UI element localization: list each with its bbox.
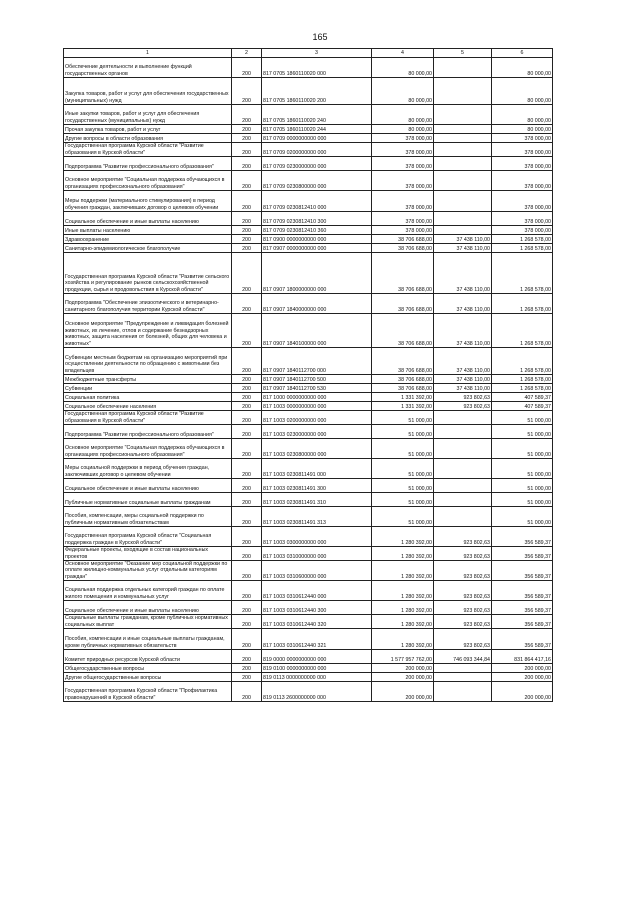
cell-col-5: 923 802,63 <box>434 601 492 615</box>
cell-classification-code: 817 0907 1840100000 000 <box>262 314 372 348</box>
table-body <box>64 58 553 702</box>
cell-col-4: 378 000,00 <box>372 171 434 191</box>
cell-budget-item: Социальное обеспечение и иные выплаты населению <box>64 479 232 493</box>
header-col-5: 5 <box>434 49 492 58</box>
cell-col-5: 37 438 110,00 <box>434 348 492 375</box>
cell-col-5 <box>434 157 492 171</box>
cell-col-6: 356 589,37 <box>492 629 553 650</box>
cell-classification-code: 817 0709 0000000000 000 <box>262 134 372 143</box>
cell-budget-item: Другие вопросы в области образования <box>64 134 232 143</box>
cell-classification-code: 817 1000 0000000000 000 <box>262 393 372 402</box>
cell-classification-code: 817 1003 0000000000 000 <box>262 402 372 411</box>
cell-col-6: 1 268 578,00 <box>492 314 553 348</box>
cell-col-6: 356 589,37 <box>492 581 553 601</box>
table-row <box>64 601 553 615</box>
table-row <box>64 581 553 601</box>
cell-line-code: 200 <box>232 561 262 581</box>
cell-budget-item: Основное мероприятие "Социальная поддержка обучающихся в организациях профессионального образования" <box>64 171 232 191</box>
table-row <box>64 105 553 125</box>
cell-line-code: 200 <box>232 191 262 212</box>
cell-col-6: 51 000,00 <box>492 459 553 479</box>
cell-col-6: 378 000,00 <box>492 157 553 171</box>
table-row <box>64 157 553 171</box>
table-row <box>64 561 553 581</box>
cell-budget-item: Социальное обеспечение и иные выплаты населению <box>64 601 232 615</box>
table-row <box>64 348 553 375</box>
cell-classification-code: 817 1003 0310612440 320 <box>262 615 372 629</box>
cell-classification-code: 817 1003 0300000000 000 <box>262 527 372 547</box>
cell-col-5: 37 438 110,00 <box>434 375 492 384</box>
cell-classification-code: 817 1003 0230811491 000 <box>262 459 372 479</box>
table-row <box>64 615 553 629</box>
cell-col-6: 378 000,00 <box>492 212 553 226</box>
cell-col-6: 1 268 578,00 <box>492 375 553 384</box>
cell-col-5 <box>434 226 492 235</box>
cell-classification-code: 819 0000 0000000000 000 <box>262 650 372 664</box>
cell-col-6: 378 000,00 <box>492 226 553 235</box>
cell-line-code: 200 <box>232 105 262 125</box>
cell-col-4: 378 000,00 <box>372 191 434 212</box>
cell-col-6: 356 589,37 <box>492 561 553 581</box>
cell-budget-item: Иные выплаты населению <box>64 226 232 235</box>
cell-budget-item: Основное мероприятие "Оказание мер социальной поддержки по оплате жилищно-коммунальных услуг отдельным категориям граждан" <box>64 561 232 581</box>
cell-budget-item: Субвенции местным бюджетам на организацию мероприятий при осуществлении деятельности по обращению с животными без владельцев <box>64 348 232 375</box>
cell-col-5 <box>434 105 492 125</box>
cell-line-code: 200 <box>232 212 262 226</box>
cell-line-code: 200 <box>232 244 262 253</box>
cell-classification-code: 817 0705 1860110020 000 <box>262 58 372 78</box>
cell-classification-code: 817 0907 0000000000 000 <box>262 244 372 253</box>
cell-budget-item: Социальная политика <box>64 393 232 402</box>
table-row <box>64 393 553 402</box>
cell-col-5 <box>434 425 492 439</box>
table-row <box>64 134 553 143</box>
cell-budget-item: Социальное обеспечение и иные выплаты населению <box>64 212 232 226</box>
cell-classification-code: 817 0907 1840112700 500 <box>262 375 372 384</box>
cell-col-6: 200 000,00 <box>492 682 553 702</box>
cell-classification-code: 817 0709 0230000000 000 <box>262 157 372 171</box>
cell-line-code: 200 <box>232 682 262 702</box>
cell-col-6: 356 589,37 <box>492 527 553 547</box>
cell-line-code: 200 <box>232 459 262 479</box>
page-number: 165 <box>312 32 328 42</box>
cell-col-5 <box>434 125 492 134</box>
table-row <box>64 226 553 235</box>
cell-col-6: 51 000,00 <box>492 439 553 459</box>
cell-col-4: 38 706 688,00 <box>372 235 434 244</box>
table-row <box>64 402 553 411</box>
cell-col-4: 378 000,00 <box>372 134 434 143</box>
cell-budget-item: Закупка товаров, работ и услуг для обеспечения государственных (муниципальных) нужд <box>64 78 232 105</box>
table-row <box>64 171 553 191</box>
cell-col-4: 1 280 392,00 <box>372 561 434 581</box>
cell-col-4: 51 000,00 <box>372 507 434 527</box>
cell-col-6: 1 268 578,00 <box>492 235 553 244</box>
cell-col-4: 51 000,00 <box>372 411 434 425</box>
cell-line-code: 200 <box>232 58 262 78</box>
cell-classification-code: 817 1003 0310000000 000 <box>262 547 372 561</box>
cell-col-4: 378 000,00 <box>372 226 434 235</box>
table-row <box>64 58 553 78</box>
cell-col-6: 356 589,37 <box>492 547 553 561</box>
cell-col-4: 378 000,00 <box>372 143 434 157</box>
cell-line-code: 200 <box>232 479 262 493</box>
cell-col-6: 200 000,00 <box>492 664 553 673</box>
cell-line-code: 200 <box>232 253 262 294</box>
cell-budget-item: Санитарно-эпидемиологическое благополучие <box>64 244 232 253</box>
cell-classification-code: 817 0709 0230812410 300 <box>262 212 372 226</box>
table-row <box>64 143 553 157</box>
cell-classification-code: 819 0113 2600000000 000 <box>262 682 372 702</box>
table-row <box>64 547 553 561</box>
cell-line-code: 200 <box>232 171 262 191</box>
cell-budget-item: Пособия, компенсации, меры социальной поддержки по публичным нормативным обязательствам <box>64 507 232 527</box>
cell-col-6: 51 000,00 <box>492 425 553 439</box>
cell-line-code: 200 <box>232 143 262 157</box>
cell-classification-code: 817 0705 1860110020 244 <box>262 125 372 134</box>
cell-budget-item: Подпрограмма "Развитие профессионального образования" <box>64 157 232 171</box>
cell-col-6: 378 000,00 <box>492 143 553 157</box>
cell-budget-item: Меры поддержки (материального стимулирования) в период обучения граждан, заключивших договор о целевом обучении <box>64 191 232 212</box>
table-row <box>64 411 553 425</box>
cell-line-code: 200 <box>232 507 262 527</box>
cell-budget-item: Государственная программа Курской области "Развитие сельского хозяйства и регулирование рынков сельскохозяйственной продукции, сырья и продовольствия в Курской области" <box>64 253 232 294</box>
cell-col-5 <box>434 78 492 105</box>
cell-col-5: 923 802,63 <box>434 629 492 650</box>
cell-col-5: 37 438 110,00 <box>434 384 492 393</box>
cell-col-6: 80 000,00 <box>492 105 553 125</box>
cell-line-code: 200 <box>232 664 262 673</box>
cell-budget-item: Пособия, компенсации и иные социальные выплаты гражданам, кроме публичных нормативных обязательств <box>64 629 232 650</box>
cell-line-code: 200 <box>232 581 262 601</box>
cell-line-code: 200 <box>232 157 262 171</box>
cell-col-5 <box>434 191 492 212</box>
cell-col-5: 923 802,63 <box>434 615 492 629</box>
cell-col-4: 200 000,00 <box>372 673 434 682</box>
cell-budget-item: Подпрограмма "Развитие профессионального образования" <box>64 425 232 439</box>
cell-col-6: 51 000,00 <box>492 411 553 425</box>
cell-budget-item: Социальные выплаты гражданам, кроме публичных нормативных социальных выплат <box>64 615 232 629</box>
header-col-2: 2 <box>232 49 262 58</box>
cell-col-4: 1 280 392,00 <box>372 601 434 615</box>
cell-col-5 <box>434 212 492 226</box>
table-row <box>64 314 553 348</box>
cell-line-code: 200 <box>232 527 262 547</box>
cell-classification-code: 817 0709 0230812410 000 <box>262 191 372 212</box>
table-row <box>64 439 553 459</box>
cell-col-4: 51 000,00 <box>372 425 434 439</box>
budget-execution-table <box>63 48 553 702</box>
cell-col-5: 923 802,63 <box>434 581 492 601</box>
cell-budget-item: Прочая закупка товаров, работ и услуг <box>64 125 232 134</box>
header-col-4: 4 <box>372 49 434 58</box>
cell-budget-item: Государственная программа Курской области "Социальная поддержка граждан в Курской области" <box>64 527 232 547</box>
table-row <box>64 384 553 393</box>
cell-classification-code: 819 0100 0000000000 000 <box>262 664 372 673</box>
cell-line-code: 200 <box>232 493 262 507</box>
cell-col-6: 356 589,37 <box>492 601 553 615</box>
table-row <box>64 425 553 439</box>
cell-col-6: 200 000,00 <box>492 673 553 682</box>
cell-classification-code: 817 0907 1800000000 000 <box>262 253 372 294</box>
cell-col-6: 1 268 578,00 <box>492 253 553 294</box>
cell-classification-code: 817 1003 0230811491 300 <box>262 479 372 493</box>
cell-col-6: 80 000,00 <box>492 125 553 134</box>
cell-col-4: 80 000,00 <box>372 125 434 134</box>
cell-col-6: 831 864 417,16 <box>492 650 553 664</box>
cell-line-code: 200 <box>232 425 262 439</box>
cell-col-6: 407 589,37 <box>492 393 553 402</box>
cell-budget-item: Публичные нормативные социальные выплаты гражданам <box>64 493 232 507</box>
cell-classification-code: 817 0900 0000000000 000 <box>262 235 372 244</box>
cell-classification-code: 817 0709 0230812410 360 <box>262 226 372 235</box>
table-row <box>64 253 553 294</box>
cell-col-5: 923 802,63 <box>434 561 492 581</box>
cell-col-4: 200 000,00 <box>372 664 434 673</box>
cell-col-4: 51 000,00 <box>372 493 434 507</box>
cell-col-4: 51 000,00 <box>372 439 434 459</box>
table-row <box>64 294 553 314</box>
cell-budget-item: Государственная программа Курской области "Развитие образования в Курской области" <box>64 411 232 425</box>
cell-line-code: 200 <box>232 629 262 650</box>
cell-col-6: 378 000,00 <box>492 191 553 212</box>
table-row <box>64 244 553 253</box>
cell-col-4: 1 280 392,00 <box>372 581 434 601</box>
cell-classification-code: 817 1003 0310600000 000 <box>262 561 372 581</box>
table-row <box>64 235 553 244</box>
cell-budget-item: Субвенции <box>64 384 232 393</box>
cell-col-5 <box>434 493 492 507</box>
cell-budget-item: Подпрограмма "Обеспечение эпизоотического и ветеринарно-санитарного благополучия территории Курской области" <box>64 294 232 314</box>
cell-col-6: 407 589,37 <box>492 402 553 411</box>
cell-col-4: 80 000,00 <box>372 58 434 78</box>
cell-col-4: 1 280 392,00 <box>372 629 434 650</box>
cell-col-5: 923 802,63 <box>434 393 492 402</box>
cell-col-5 <box>434 664 492 673</box>
cell-budget-item: Основное мероприятие "Предупреждение и ликвидация болезней животных, их лечение, отлов и содержание безнадзорных животных, защита населения от болезней, общих для человека и животных" <box>64 314 232 348</box>
table-row <box>64 682 553 702</box>
cell-classification-code: 817 0709 0200000000 000 <box>262 143 372 157</box>
cell-col-4: 38 706 688,00 <box>372 294 434 314</box>
cell-line-code: 200 <box>232 393 262 402</box>
cell-budget-item: Комитет природных ресурсов Курской области <box>64 650 232 664</box>
cell-col-4: 38 706 688,00 <box>372 253 434 294</box>
cell-classification-code: 817 0705 1860110020 200 <box>262 78 372 105</box>
cell-col-6: 1 268 578,00 <box>492 348 553 375</box>
cell-col-4: 80 000,00 <box>372 105 434 125</box>
cell-col-5 <box>434 58 492 78</box>
cell-line-code: 200 <box>232 673 262 682</box>
cell-line-code: 200 <box>232 547 262 561</box>
cell-classification-code: 817 0907 1840112700 530 <box>262 384 372 393</box>
cell-classification-code: 817 0705 1860110020 240 <box>262 105 372 125</box>
cell-line-code: 200 <box>232 650 262 664</box>
cell-col-4: 51 000,00 <box>372 459 434 479</box>
cell-line-code: 200 <box>232 375 262 384</box>
header-col-3: 3 <box>262 49 372 58</box>
cell-line-code: 200 <box>232 348 262 375</box>
cell-col-4: 200 000,00 <box>372 682 434 702</box>
table-row <box>64 125 553 134</box>
cell-col-4: 378 000,00 <box>372 212 434 226</box>
cell-col-6: 378 000,00 <box>492 134 553 143</box>
cell-budget-item: Основное мероприятие "Социальная поддержка обучающихся в организациях профессионального образования" <box>64 439 232 459</box>
cell-col-5: 923 802,63 <box>434 402 492 411</box>
cell-col-5 <box>434 134 492 143</box>
table-row <box>64 650 553 664</box>
header-col-6: 6 <box>492 49 553 58</box>
table-row <box>64 493 553 507</box>
cell-col-5 <box>434 673 492 682</box>
cell-classification-code: 817 0907 1840000000 000 <box>262 294 372 314</box>
cell-classification-code: 817 1003 0230800000 000 <box>262 439 372 459</box>
cell-col-5 <box>434 507 492 527</box>
cell-budget-item: Межбюджетные трансферты <box>64 375 232 384</box>
cell-line-code: 200 <box>232 134 262 143</box>
table-row <box>64 191 553 212</box>
cell-budget-item: Меры социальной поддержки в период обучения граждан, заключивших договор о целевом обучении <box>64 459 232 479</box>
cell-classification-code: 817 1003 0310612440 300 <box>262 601 372 615</box>
cell-line-code: 200 <box>232 402 262 411</box>
table-row <box>64 78 553 105</box>
cell-line-code: 200 <box>232 78 262 105</box>
cell-col-5 <box>434 439 492 459</box>
cell-col-5 <box>434 411 492 425</box>
cell-col-6: 1 268 578,00 <box>492 244 553 253</box>
cell-col-4: 38 706 688,00 <box>372 384 434 393</box>
cell-col-5 <box>434 479 492 493</box>
cell-col-5: 746 093 344,84 <box>434 650 492 664</box>
table-row <box>64 459 553 479</box>
cell-classification-code: 817 1003 0230811491 310 <box>262 493 372 507</box>
cell-classification-code: 817 1003 0230811491 313 <box>262 507 372 527</box>
cell-line-code: 200 <box>232 314 262 348</box>
cell-col-4: 1 280 392,00 <box>372 615 434 629</box>
cell-col-6: 356 589,37 <box>492 615 553 629</box>
table-row <box>64 507 553 527</box>
cell-col-4: 1 280 392,00 <box>372 527 434 547</box>
cell-line-code: 200 <box>232 411 262 425</box>
cell-col-6: 378 000,00 <box>492 171 553 191</box>
cell-budget-item: Государственная программа Курской области "Профилактика правонарушений в Курской области" <box>64 682 232 702</box>
cell-budget-item: Здравоохранение <box>64 235 232 244</box>
cell-classification-code: 817 0907 1840112700 000 <box>262 348 372 375</box>
cell-col-6: 51 000,00 <box>492 493 553 507</box>
cell-budget-item: Социальное обеспечение населения <box>64 402 232 411</box>
cell-col-6: 80 000,00 <box>492 58 553 78</box>
table-row <box>64 212 553 226</box>
table-row <box>64 479 553 493</box>
cell-col-5 <box>434 682 492 702</box>
cell-col-4: 38 706 688,00 <box>372 244 434 253</box>
cell-budget-item: Иные закупки товаров, работ и услуг для обеспечения государственных (муниципальных) нужд <box>64 105 232 125</box>
cell-col-6: 1 268 578,00 <box>492 294 553 314</box>
cell-col-4: 378 000,00 <box>372 157 434 171</box>
cell-budget-item: Государственная программа Курской области "Развитие образования в Курской области" <box>64 143 232 157</box>
cell-budget-item: Общегосударственные вопросы <box>64 664 232 673</box>
cell-col-6: 51 000,00 <box>492 507 553 527</box>
cell-classification-code: 817 1003 0310612440 000 <box>262 581 372 601</box>
cell-line-code: 200 <box>232 615 262 629</box>
cell-line-code: 200 <box>232 601 262 615</box>
cell-budget-item: Социальная поддержка отдельных категорий граждан по оплате жилого помещения и коммунальных услуг <box>64 581 232 601</box>
table-row <box>64 375 553 384</box>
table-row <box>64 629 553 650</box>
cell-col-4: 1 577 957 762,00 <box>372 650 434 664</box>
cell-classification-code: 817 1003 0310612440 321 <box>262 629 372 650</box>
cell-classification-code: 817 1003 0200000000 000 <box>262 411 372 425</box>
cell-col-4: 1 331 392,00 <box>372 402 434 411</box>
cell-col-4: 38 706 688,00 <box>372 348 434 375</box>
cell-col-6: 1 268 578,00 <box>492 384 553 393</box>
cell-col-5 <box>434 459 492 479</box>
cell-budget-item: Другие общегосударственные вопросы <box>64 673 232 682</box>
cell-col-5: 37 438 110,00 <box>434 244 492 253</box>
cell-col-5 <box>434 171 492 191</box>
cell-classification-code: 819 0113 0000000000 000 <box>262 673 372 682</box>
cell-col-5: 923 802,63 <box>434 547 492 561</box>
cell-line-code: 200 <box>232 294 262 314</box>
cell-col-5: 923 802,63 <box>434 527 492 547</box>
cell-line-code: 200 <box>232 384 262 393</box>
table-row <box>64 664 553 673</box>
cell-col-5 <box>434 143 492 157</box>
table-row <box>64 673 553 682</box>
cell-col-5: 37 438 110,00 <box>434 235 492 244</box>
cell-budget-item: Федеральные проекты, входящие в состав национальных проектов <box>64 547 232 561</box>
cell-col-4: 80 000,00 <box>372 78 434 105</box>
cell-line-code: 200 <box>232 439 262 459</box>
cell-classification-code: 817 1003 0230000000 000 <box>262 425 372 439</box>
cell-col-6: 80 000,00 <box>492 78 553 105</box>
cell-col-4: 38 706 688,00 <box>372 314 434 348</box>
cell-line-code: 200 <box>232 226 262 235</box>
cell-line-code: 200 <box>232 235 262 244</box>
table-row <box>64 527 553 547</box>
cell-col-4: 1 280 392,00 <box>372 547 434 561</box>
cell-classification-code: 817 0709 0230800000 000 <box>262 171 372 191</box>
cell-budget-item: Обеспечение деятельности и выполнение функций государственных органов <box>64 58 232 78</box>
table-header-row <box>64 49 553 58</box>
cell-col-6: 51 000,00 <box>492 479 553 493</box>
header-col-1: 1 <box>64 49 232 58</box>
cell-col-4: 38 706 688,00 <box>372 375 434 384</box>
cell-col-5: 37 438 110,00 <box>434 314 492 348</box>
cell-col-5: 37 438 110,00 <box>434 253 492 294</box>
cell-col-4: 51 000,00 <box>372 479 434 493</box>
cell-line-code: 200 <box>232 125 262 134</box>
cell-col-4: 1 331 392,00 <box>372 393 434 402</box>
cell-col-5: 37 438 110,00 <box>434 294 492 314</box>
